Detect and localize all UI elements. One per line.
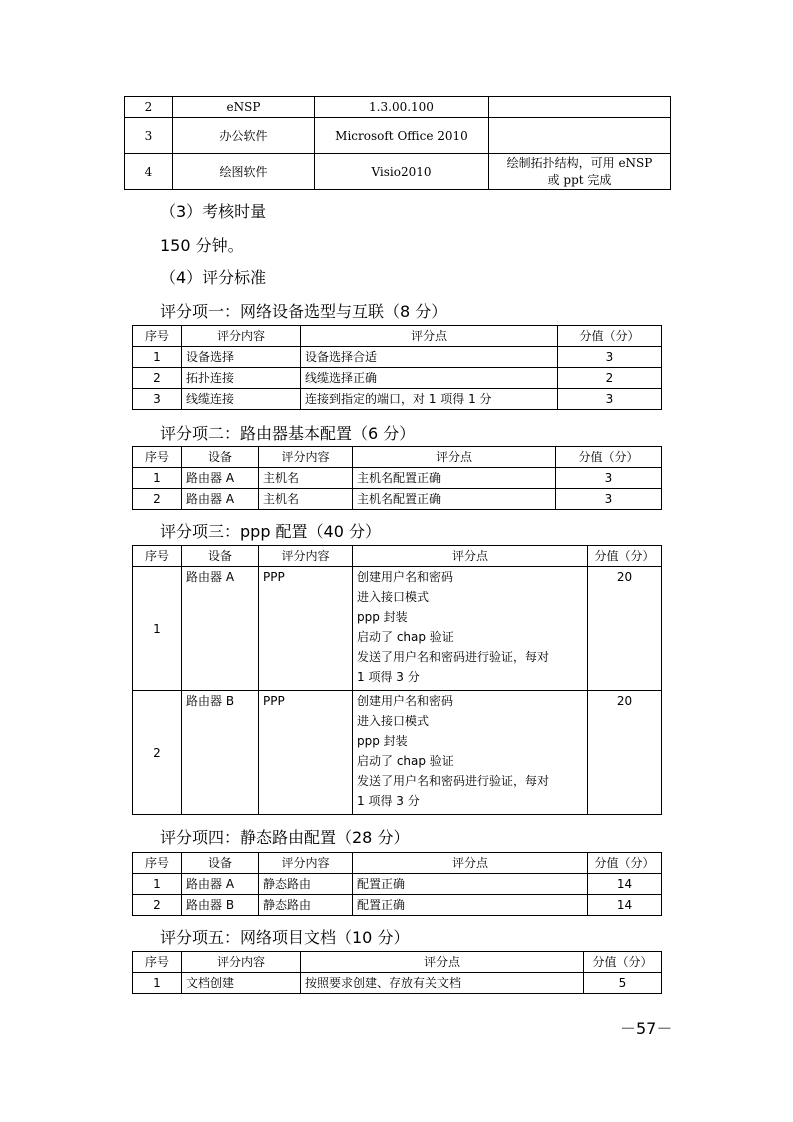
table-cell: 路由器 B <box>182 691 259 815</box>
column-header: 评分点 <box>301 952 584 973</box>
table-cell: 配置正确 <box>353 895 588 916</box>
column-header: 分值（分） <box>588 853 662 874</box>
column-header: 分值（分） <box>584 952 662 973</box>
table-cell: 主机名 <box>259 468 353 489</box>
column-header: 序号 <box>133 447 182 468</box>
table-cell: 2 <box>125 97 173 118</box>
column-header: 设备 <box>182 447 259 468</box>
table-cell: 配置正确 <box>353 874 588 895</box>
column-header: 评分点 <box>353 447 556 468</box>
column-header: 序号 <box>133 853 182 874</box>
table-cell: 静态路由 <box>259 895 353 916</box>
scoring-table <box>132 446 662 510</box>
column-header: 评分内容 <box>259 546 353 567</box>
table-row <box>133 347 662 368</box>
table-cell: 主机名配置正确 <box>353 468 556 489</box>
table-cell: 5 <box>584 973 662 994</box>
table-cell: 2 <box>558 368 662 389</box>
table-cell: 路由器 A <box>182 567 259 691</box>
table-cell: 路由器 A <box>182 489 259 510</box>
column-header: 设备 <box>182 546 259 567</box>
column-header: 分值（分） <box>556 447 662 468</box>
column-header: 分值（分） <box>588 546 662 567</box>
column-header: 序号 <box>133 326 182 347</box>
table-cell: 3 <box>556 489 662 510</box>
table-cell: 文档创建 <box>182 973 301 994</box>
table-row <box>133 691 662 815</box>
table-cell: eNSP <box>173 97 315 118</box>
table-cell: 3 <box>558 347 662 368</box>
table-cell: 14 <box>588 895 662 916</box>
table-cell: 20 <box>588 691 662 815</box>
table-cell: 1 <box>133 973 182 994</box>
table-cell: PPP <box>259 567 353 691</box>
table-cell: 20 <box>588 567 662 691</box>
table-cell: 主机名配置正确 <box>353 489 556 510</box>
table-cell: 主机名 <box>259 489 353 510</box>
table-row <box>125 118 671 154</box>
section-title: 评分项三：ppp 配置（40 分） <box>160 522 382 541</box>
table-cell: 绘制拓扑结构，可用 eNSP 或 ppt 完成 <box>489 154 671 190</box>
table-row <box>133 468 662 489</box>
column-header: 分值（分） <box>558 326 662 347</box>
table-cell: 1 <box>133 468 182 489</box>
table-cell <box>489 97 671 118</box>
scoring-table <box>132 325 662 410</box>
table-cell: 拓扑连接 <box>182 368 301 389</box>
section-title: 评分项四：静态路由配置（28 分） <box>160 828 410 847</box>
table-row <box>133 895 662 916</box>
column-header: 评分点 <box>353 546 588 567</box>
table-cell: 2 <box>133 691 182 815</box>
table-cell: 设备选择 <box>182 347 301 368</box>
table-cell <box>489 118 671 154</box>
table-cell: Visio2010 <box>315 154 489 190</box>
table-cell: 办公软件 <box>173 118 315 154</box>
table-row <box>133 389 662 410</box>
table-cell: 绘图软件 <box>173 154 315 190</box>
table-cell: 路由器 A <box>182 874 259 895</box>
table-header-row <box>133 952 662 973</box>
table-cell: 静态路由 <box>259 874 353 895</box>
column-header: 评分点 <box>353 853 588 874</box>
column-header: 评分内容 <box>182 952 301 973</box>
table-row <box>133 973 662 994</box>
table-row <box>125 154 671 190</box>
table-cell: 1 <box>133 347 182 368</box>
table-cell: 2 <box>133 489 182 510</box>
heading-exam-time: （3）考核时量 <box>160 202 267 221</box>
table-header-row <box>133 447 662 468</box>
table-cell: PPP <box>259 691 353 815</box>
scoring-table <box>132 951 662 994</box>
table-cell: 3 <box>133 389 182 410</box>
heading-scoring-criteria: （4）评分标准 <box>160 268 267 287</box>
column-header: 序号 <box>133 952 182 973</box>
page-number: －57－ <box>620 1019 673 1038</box>
table-cell: 1 <box>133 874 182 895</box>
column-header: 评分内容 <box>182 326 301 347</box>
table-cell: 创建用户名和密码 进入接口模式 ppp 封装 启动了 chap 验证 发送了用户名和密码进行验证，每对 1 项得 3 分 <box>353 567 588 691</box>
table-cell: 1 <box>133 567 182 691</box>
table-cell: 连接到指定的端口，对 1 项得 1 分 <box>301 389 558 410</box>
table-cell: 设备选择合适 <box>301 347 558 368</box>
section-title: 评分项一：网络设备选型与互联（8 分） <box>160 302 448 321</box>
table-row <box>125 97 671 118</box>
table-header-row <box>133 853 662 874</box>
column-header: 序号 <box>133 546 182 567</box>
table-cell: 3 <box>556 468 662 489</box>
table-cell: 2 <box>133 895 182 916</box>
section-title: 评分项二：路由器基本配置（6 分） <box>160 424 416 443</box>
section-title: 评分项五：网络项目文档（10 分） <box>160 928 410 947</box>
table-row <box>133 368 662 389</box>
table-row <box>133 567 662 691</box>
scoring-table <box>132 545 662 815</box>
table-cell: 线缆选择正确 <box>301 368 558 389</box>
table-row <box>133 489 662 510</box>
table-cell: 路由器 B <box>182 895 259 916</box>
software-table <box>124 96 671 190</box>
table-cell: 3 <box>125 118 173 154</box>
table-row <box>133 874 662 895</box>
table-cell: 2 <box>133 368 182 389</box>
column-header: 评分内容 <box>259 447 353 468</box>
column-header: 设备 <box>182 853 259 874</box>
scoring-table <box>132 852 662 916</box>
table-cell: 1.3.00.100 <box>315 97 489 118</box>
table-header-row <box>133 546 662 567</box>
column-header: 评分点 <box>301 326 558 347</box>
table-cell: 路由器 A <box>182 468 259 489</box>
table-cell: 14 <box>588 874 662 895</box>
table-cell: 按照要求创建、存放有关文档 <box>301 973 584 994</box>
column-header: 评分内容 <box>259 853 353 874</box>
table-cell: 线缆连接 <box>182 389 301 410</box>
table-cell: Microsoft Office 2010 <box>315 118 489 154</box>
table-cell: 3 <box>558 389 662 410</box>
table-cell: 4 <box>125 154 173 190</box>
exam-time-text: 150 分钟。 <box>160 236 244 255</box>
table-cell: 创建用户名和密码 进入接口模式 ppp 封装 启动了 chap 验证 发送了用户名和密码进行验证，每对 1 项得 3 分 <box>353 691 588 815</box>
table-header-row <box>133 326 662 347</box>
